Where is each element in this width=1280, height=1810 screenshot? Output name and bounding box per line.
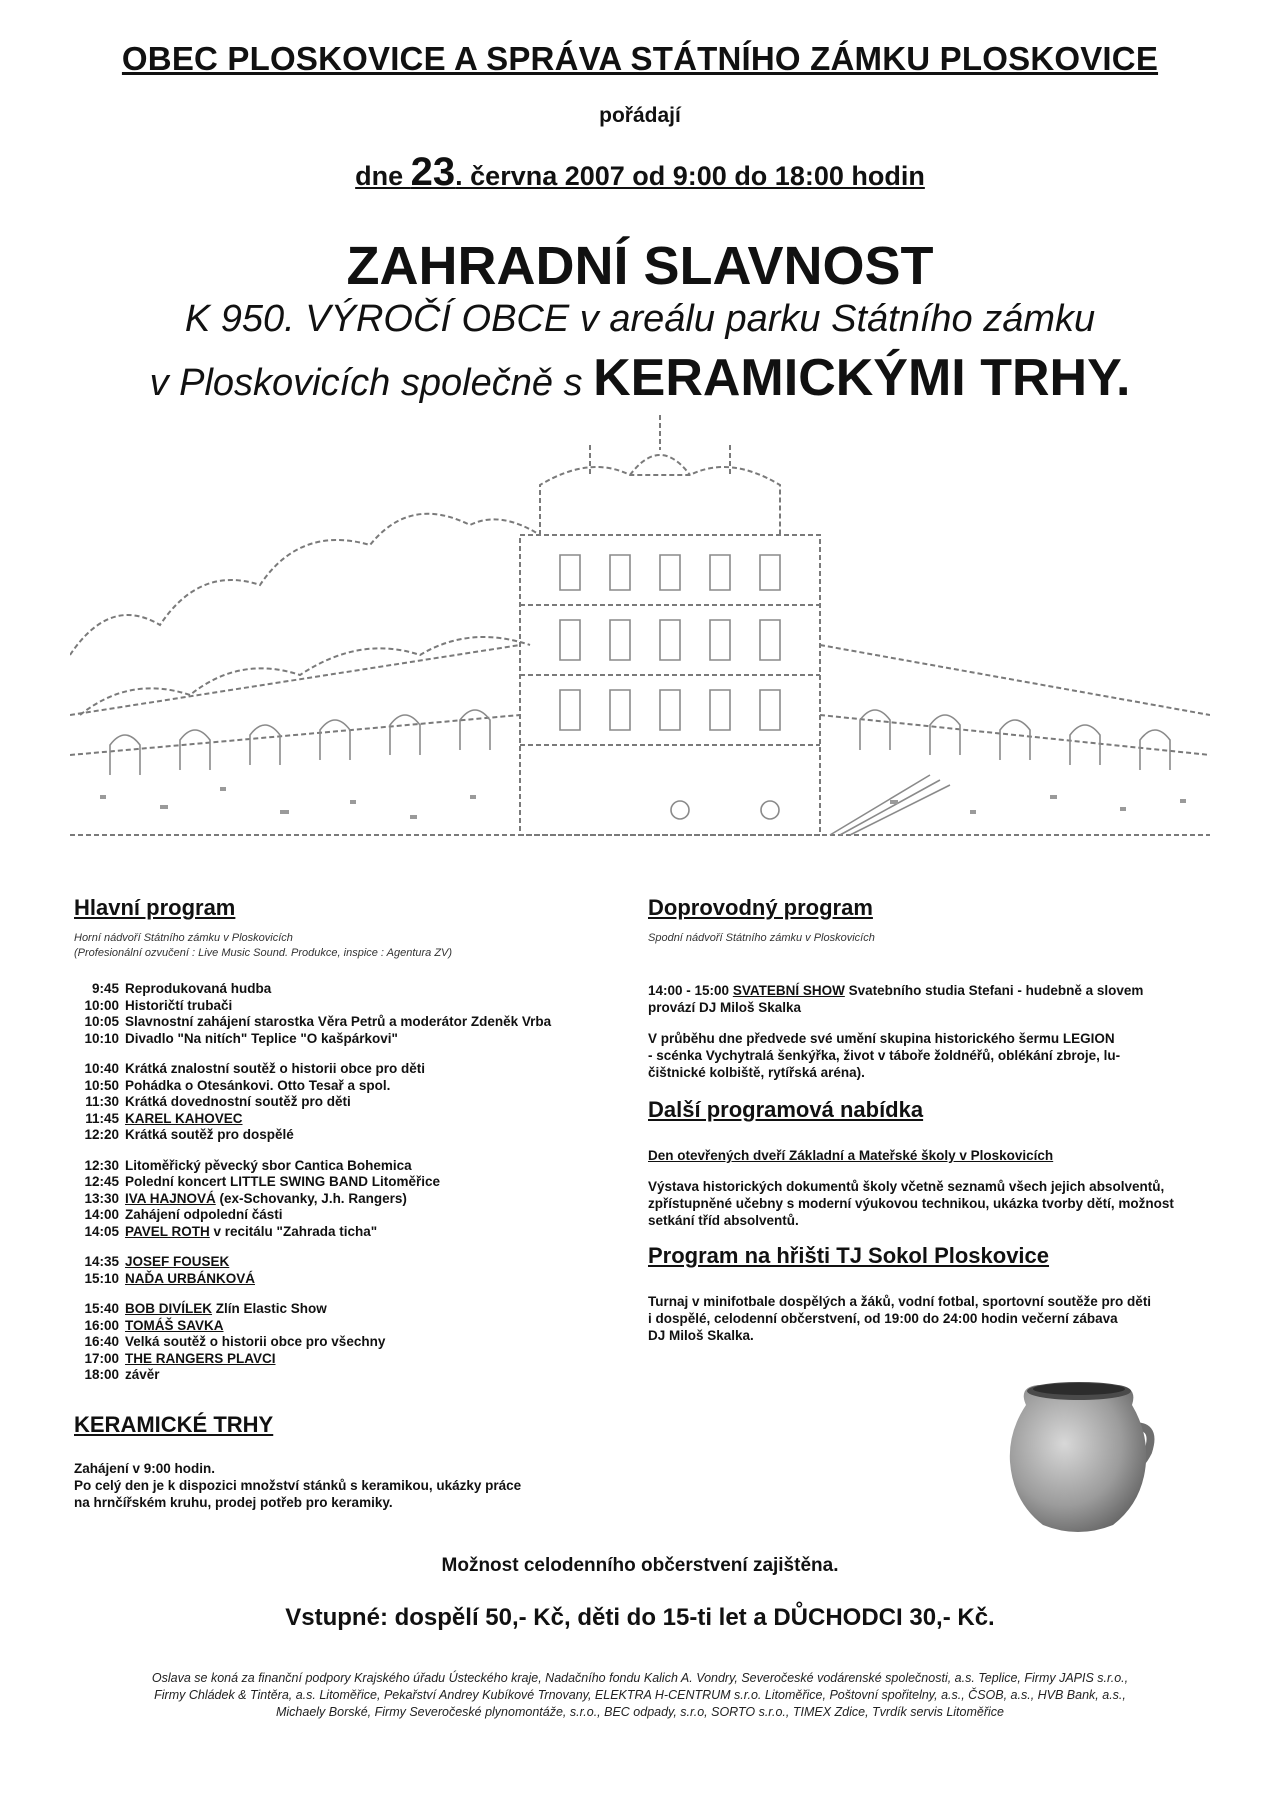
schedule-text: Krátká dovednostní soutěž pro děti [125, 1094, 351, 1109]
schedule-row [74, 1191, 594, 1208]
schedule-item [125, 1301, 327, 1318]
schedule-item [125, 1351, 276, 1368]
schedule-item [125, 1174, 440, 1191]
event-subtitle-1: K 950. VÝROČÍ OBCE v areálu parku Státního zámku [184, 298, 1096, 340]
sponsors-line-2: Firmy Chládek & Tintěra, a.s. Litoměřice, Pekařství Andrey Kubíkové Trnovany, ELEKTRA H-CENTRUM s.r.o. Litoměřice, Poštovní spořitelny, a.s., ČSOB, a.s., HVB Bank, a.s., [154, 1688, 1126, 1702]
ceramics-heading: KERAMICKÉ TRHY [74, 1411, 274, 1437]
schedule-text: Polední koncert LITTLE SWING BAND Litoměřice [125, 1174, 441, 1189]
schedule-row [74, 998, 594, 1015]
other-offer-heading: Další programová nabídka [648, 1097, 924, 1122]
performer-name: KAREL KAHOVEC [125, 1110, 243, 1126]
refreshment-note: Možnost celodenního občerstvení zajištěna. [441, 1555, 839, 1576]
schedule-text: Zahájení odpolední části [125, 1207, 283, 1222]
schedule-text: Krátká znalostní soutěž o historii obce pro děti [125, 1061, 426, 1076]
wedding-show-dj: provází DJ Miloš Skalka [648, 1000, 802, 1015]
schedule-text: Pohádka o Otesánkovi. Otto Tesař a spol. [125, 1077, 391, 1093]
event-date [0, 150, 1280, 195]
ceramic-jug-image [998, 1377, 1160, 1537]
school-open-day-title: Den otevřených dveří Základní a Mateřské školy v Ploskovicích [648, 1148, 1054, 1163]
schedule-text: Divadlo "Na nitích" Teplice "O kašpárkovi" [125, 1030, 398, 1046]
main-program-production: (Profesionální ozvučení : Live Music Sound. Produkce, inspice : Agentura ZV) [74, 947, 453, 959]
sokol-desc-2: i dospělé, celodenní občerstvení, od 19:00 do 24:00 hodin večerní zábava [648, 1311, 1118, 1326]
schedule-row [74, 1031, 594, 1048]
ceramics-desc-2: na hrnčířském kruhu, prodej potřeb pro keramiky. [74, 1494, 393, 1510]
wedding-show [648, 982, 1188, 999]
schedule-time: 12:30 [84, 1157, 119, 1173]
schedule-text: Velká soutěž o historii obce pro všechny [125, 1334, 386, 1349]
date-day: 23 [410, 150, 456, 194]
schedule-row [74, 1158, 594, 1175]
schedule-row [74, 1174, 594, 1191]
schedule-row [74, 1271, 594, 1288]
schedule-item [125, 1191, 407, 1208]
schedule-text: Reprodukovaná hudba [125, 981, 272, 996]
wedding-show-time: 14:00 - 15:00 [648, 983, 733, 998]
schedule-gap [74, 1144, 594, 1158]
schedule-text: (ex-Schovanky, J.h. Rangers) [215, 1190, 407, 1206]
performer-name: PAVEL ROTH [125, 1223, 210, 1239]
main-program-schedule [74, 981, 594, 1384]
side-program-location: Spodní nádvoří Státního zámku v Ploskovicích [648, 932, 875, 944]
schedule-item [125, 1334, 385, 1351]
schedule-item [125, 1224, 377, 1241]
schedule-text: v recitálu "Zahrada ticha" [209, 1223, 378, 1239]
schedule-row [74, 1111, 594, 1128]
date-prefix: dne [355, 161, 411, 191]
ceramics-desc-1: Po celý den je k dispozici množství stánků s keramikou, ukázky práce [74, 1477, 522, 1493]
event-title: ZAHRADNÍ SLAVNOST [346, 236, 934, 296]
schedule-item [125, 998, 232, 1015]
sokol-desc-3: DJ Miloš Skalka. [648, 1328, 754, 1343]
schedule-item [125, 1061, 425, 1078]
date-rest: . června 2007 od 9:00 do 18:00 hodin [455, 161, 925, 191]
side-program-heading: Doprovodný program [648, 895, 873, 920]
schedule-row [74, 1351, 594, 1368]
sponsors-footer [40, 1670, 1240, 1721]
subtitle-2-prefix: v Ploskovicích společně s [149, 362, 594, 404]
schedule-time: 11:30 [85, 1094, 119, 1109]
schedule-time: 16:40 [84, 1334, 119, 1349]
schedule-text: závěr [125, 1367, 160, 1382]
admission-prices: Vstupné: dospělí 50,- Kč, děti do 15-ti let a DŮCHODCI 30,- Kč. [285, 1604, 995, 1631]
schedule-item [125, 1271, 255, 1288]
event-subtitle-2 [0, 348, 1280, 408]
performer-name: BOB DIVÍLEK [125, 1301, 213, 1316]
schedule-item [125, 1014, 551, 1031]
schedule-item [125, 1094, 351, 1111]
main-program-location: Horní nádvoří Státního zámku v Ploskovicích [74, 932, 293, 944]
right-column [648, 895, 1188, 1344]
sokol-desc-1: Turnaj v minifotbale dospělých a žáků, vodní fotbal, sportovní soutěže pro děti [648, 1294, 1152, 1309]
schedule-time: 12:20 [84, 1127, 119, 1142]
schedule-row [74, 1207, 594, 1224]
main-program-heading: Hlavní program [74, 895, 236, 920]
wedding-show-name: SVATEBNÍ SHOW [732, 983, 845, 998]
school-desc-1: Výstava historických dokumentů školy včetně seznamů všech jejich absolventů, [648, 1179, 1165, 1194]
schedule-time: 14:35 [84, 1254, 119, 1269]
schedule-time: 12:45 [84, 1174, 119, 1189]
schedule-time: 14:05 [84, 1223, 119, 1239]
schedule-row [74, 1224, 594, 1241]
legion-line-3: čištnické kolbiště, rytířská aréna). [648, 1065, 865, 1080]
performer-name: JOSEF FOUSEK [125, 1254, 230, 1269]
chateau-illustration [70, 415, 1210, 865]
schedule-row [74, 1254, 594, 1271]
schedule-row [74, 1014, 594, 1031]
schedule-row [74, 1094, 594, 1111]
schedule-time: 10:05 [84, 1014, 119, 1029]
schedule-text: Zlín Elastic Show [212, 1301, 327, 1316]
performer-name: NAĎA URBÁNKOVÁ [125, 1270, 255, 1286]
schedule-gap [74, 1240, 594, 1254]
performer-name: IVA HAJNOVÁ [125, 1190, 216, 1206]
schedule-item [125, 1158, 412, 1175]
wedding-show-text: Svatebního studia Stefani - hudebně a slovem [844, 983, 1144, 998]
schedule-time: 11:45 [85, 1110, 119, 1126]
schedule-gap [74, 1047, 594, 1061]
schedule-row [74, 1061, 594, 1078]
schedule-text: Litoměřický pěvecký sbor Cantica Bohemica [125, 1157, 412, 1173]
schedule-time: 15:10 [84, 1270, 119, 1286]
schedule-row [74, 1334, 594, 1351]
ceramics-start: Zahájení v 9:00 hodin. [74, 1460, 216, 1476]
schedule-time: 15:40 [84, 1301, 119, 1316]
schedule-item [125, 1207, 283, 1224]
schedule-time: 10:00 [84, 997, 119, 1013]
schedule-row [74, 1301, 594, 1318]
left-column [74, 895, 594, 1511]
schedule-item [125, 1078, 390, 1095]
schedule-time: 10:10 [84, 1030, 119, 1046]
schedule-time: 10:50 [84, 1077, 119, 1093]
schedule-item [125, 1031, 398, 1048]
schedule-text: Historičtí trubači [125, 997, 233, 1013]
schedule-item [125, 1367, 160, 1384]
schedule-item [125, 1127, 294, 1144]
schedule-item [125, 981, 271, 998]
schedule-text: Krátká soutěž pro dospělé [125, 1127, 294, 1142]
schedule-row [74, 1078, 594, 1095]
schedule-row [74, 1318, 594, 1335]
schedule-item [125, 1254, 229, 1271]
schedule-row [74, 981, 594, 998]
schedule-text: Slavnostní zahájení starostka Věra Petrů a moderátor Zdeněk Vrba [125, 1014, 552, 1029]
organizers-heading: OBEC PLOSKOVICE A SPRÁVA STÁTNÍHO ZÁMKU PLOSKOVICE [121, 40, 1159, 77]
schedule-time: 9:45 [91, 981, 119, 996]
schedule-item [125, 1111, 243, 1128]
schedule-row [74, 1127, 594, 1144]
organizers-verb: pořádají [599, 104, 681, 127]
legion-line-1: V průběhu dne předvede své umění skupina historického šermu LEGION [648, 1031, 1115, 1046]
schedule-row [74, 1367, 594, 1384]
schedule-time: 14:00 [84, 1207, 119, 1222]
performer-name: THE RANGERS PLAVCI [125, 1350, 276, 1366]
sponsors-line-1: Oslava se koná za finanční podpory Krajského úřadu Ústeckého kraje, Nadačního fondu Kalich A. Vondry, Severočeské vodárenské společnosti, a.s. Teplice, Firmy JAPIS s.r.o., [151, 1671, 1129, 1685]
sponsors-line-3: Michaely Borské, Firmy Severočeské plynomontáže, s.r.o., BEC odpady, s.r.o, SORTO s.r.o., TIMEX Zdice, Tvrdík servis Litoměřice [275, 1705, 1004, 1719]
legion-line-2: - scénka Vychytralá šenkýřka, život v táboře žoldnéřů, oblékání zbroje, lu- [648, 1048, 1121, 1063]
schedule-gap [74, 1287, 594, 1301]
performer-name: TOMÁŠ SAVKA [125, 1317, 224, 1333]
schedule-time: 16:00 [84, 1317, 119, 1333]
schedule-time: 10:40 [84, 1061, 119, 1076]
school-desc-2: zpřístupněné učebny s moderní výukovou technikou, ukázka tvorby dětí, možnost [648, 1196, 1174, 1211]
subtitle-2-emphasis: KERAMICKÝMI TRHY. [593, 349, 1131, 407]
schedule-time: 17:00 [84, 1350, 119, 1366]
schedule-item [125, 1318, 224, 1335]
schedule-time: 13:30 [84, 1190, 119, 1206]
sokol-heading: Program na hřišti TJ Sokol Ploskovice [648, 1243, 1050, 1268]
school-desc-3: setkání tříd absolventů. [648, 1213, 799, 1228]
schedule-time: 18:00 [84, 1367, 119, 1382]
